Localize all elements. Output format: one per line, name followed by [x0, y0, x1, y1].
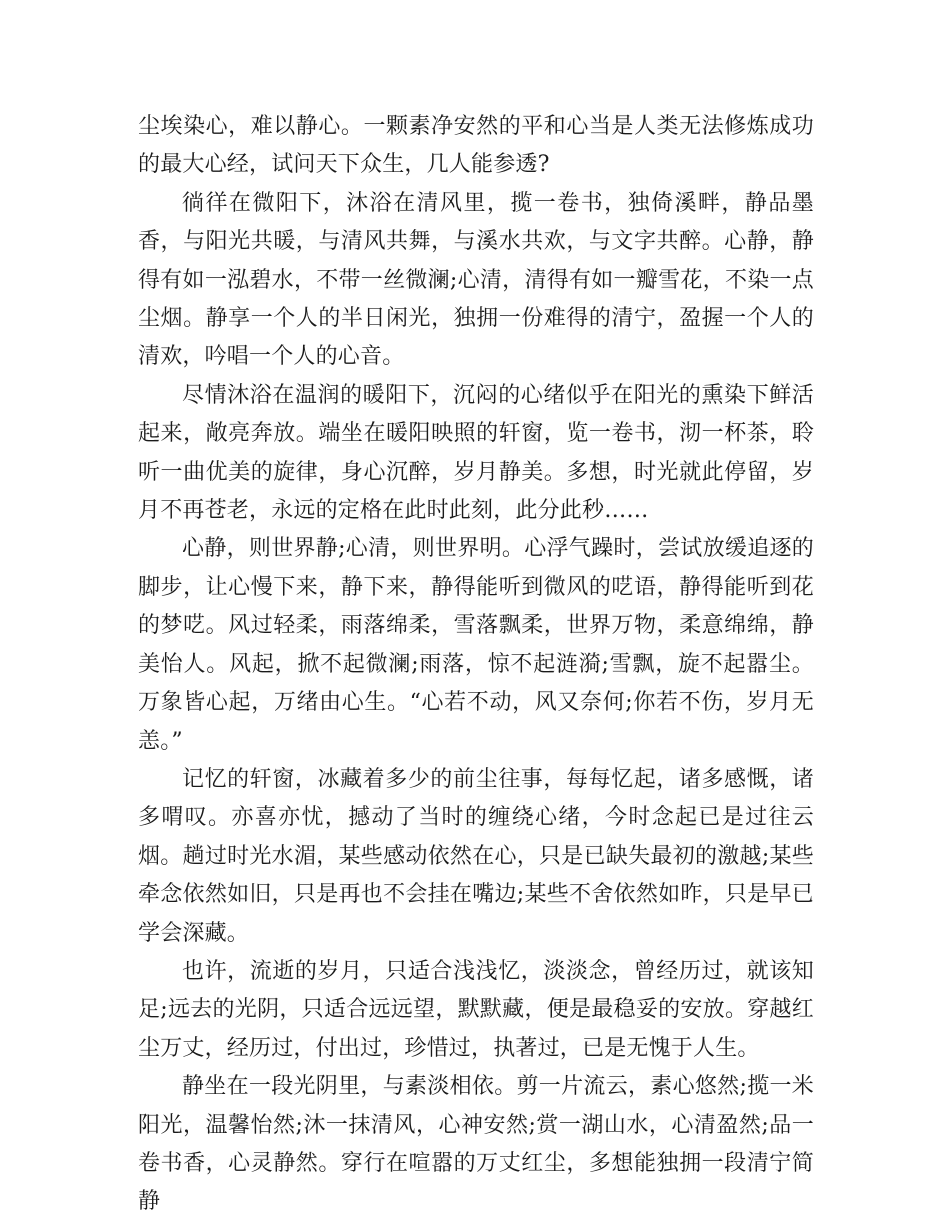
paragraph: 尘埃染心，难以静心。一颗素净安然的平和心当是人类无法修炼成功的最大心经，试问天下众生，几人能参透? — [138, 114, 814, 178]
paragraph: 记忆的轩窗，冰藏着多少的前尘往事，每每忆起，诸多感慨，诸多喟叹。亦喜亦忧，撼动了当时的缠绕心绪，今时念起已是过往云烟。趟过时光水湄，某些感动依然在心，只是已缺失最初的激越;某些牵念依然如旧，只是再也不会挂在嘴边;某些不舍依然如昨，只是早已学会深藏。 — [138, 766, 814, 946]
paragraph: 也许，流逝的岁月，只适合浅浅忆，淡淡念，曾经历过，就该知足;远去的光阴，只适合远远望，默默藏，便是最稳妥的安放。穿越红尘万丈，经历过，付出过，珍惜过，执著过，已是无愧于人生。 — [138, 958, 814, 1061]
paragraph: 心静，则世界静;心清，则世界明。心浮气躁时，尝试放缓追逐的脚步，让心慢下来，静下来，静得能听到微风的呓语，静得能听到花的梦呓。风过轻柔，雨落绵柔，雪落飘柔，世界万物，柔意绵绵，静美怡人。风起，掀不起微澜;雨落，惊不起涟漪;雪飘，旋不起嚣尘。万象皆心起，万绪由心生。“心若不动，风又奈何;你若不伤，岁月无恙。” — [138, 536, 814, 754]
document-body — [138, 108, 814, 1222]
paragraph: 静坐在一段光阴里，与素淡相依。剪一片流云，素心悠然;揽一米阳光，温馨怡然;沐一抹清风，心神安然;赏一湖山水，心清盈然;品一卷书香，心灵静然。穿行在喧嚣的万丈红尘，多想能独拥一段清宁简静 — [138, 1074, 814, 1215]
paragraph: 徜徉在微阳下，沐浴在清风里，揽一卷书，独倚溪畔，静品墨香，与阳光共暖，与清风共舞，与溪水共欢，与文字共醉。心静，静得有如一泓碧水，不带一丝微澜;心清，清得有如一瓣雪花，不染一点尘烟。静享一个人的半日闲光，独拥一份难得的清宁，盈握一个人的清欢，吟唱一个人的心音。 — [138, 190, 814, 370]
paragraph: 尽情沐浴在温润的暖阳下，沉闷的心绪似乎在阳光的熏染下鲜活起来，敞亮奔放。端坐在暖阳映照的轩窗，览一卷书，沏一杯茶，聆听一曲优美的旋律，身心沉醉，岁月静美。多想，时光就此停留，岁月不再苍老，永远的定格在此时此刻，此分此秒…… — [138, 382, 814, 524]
